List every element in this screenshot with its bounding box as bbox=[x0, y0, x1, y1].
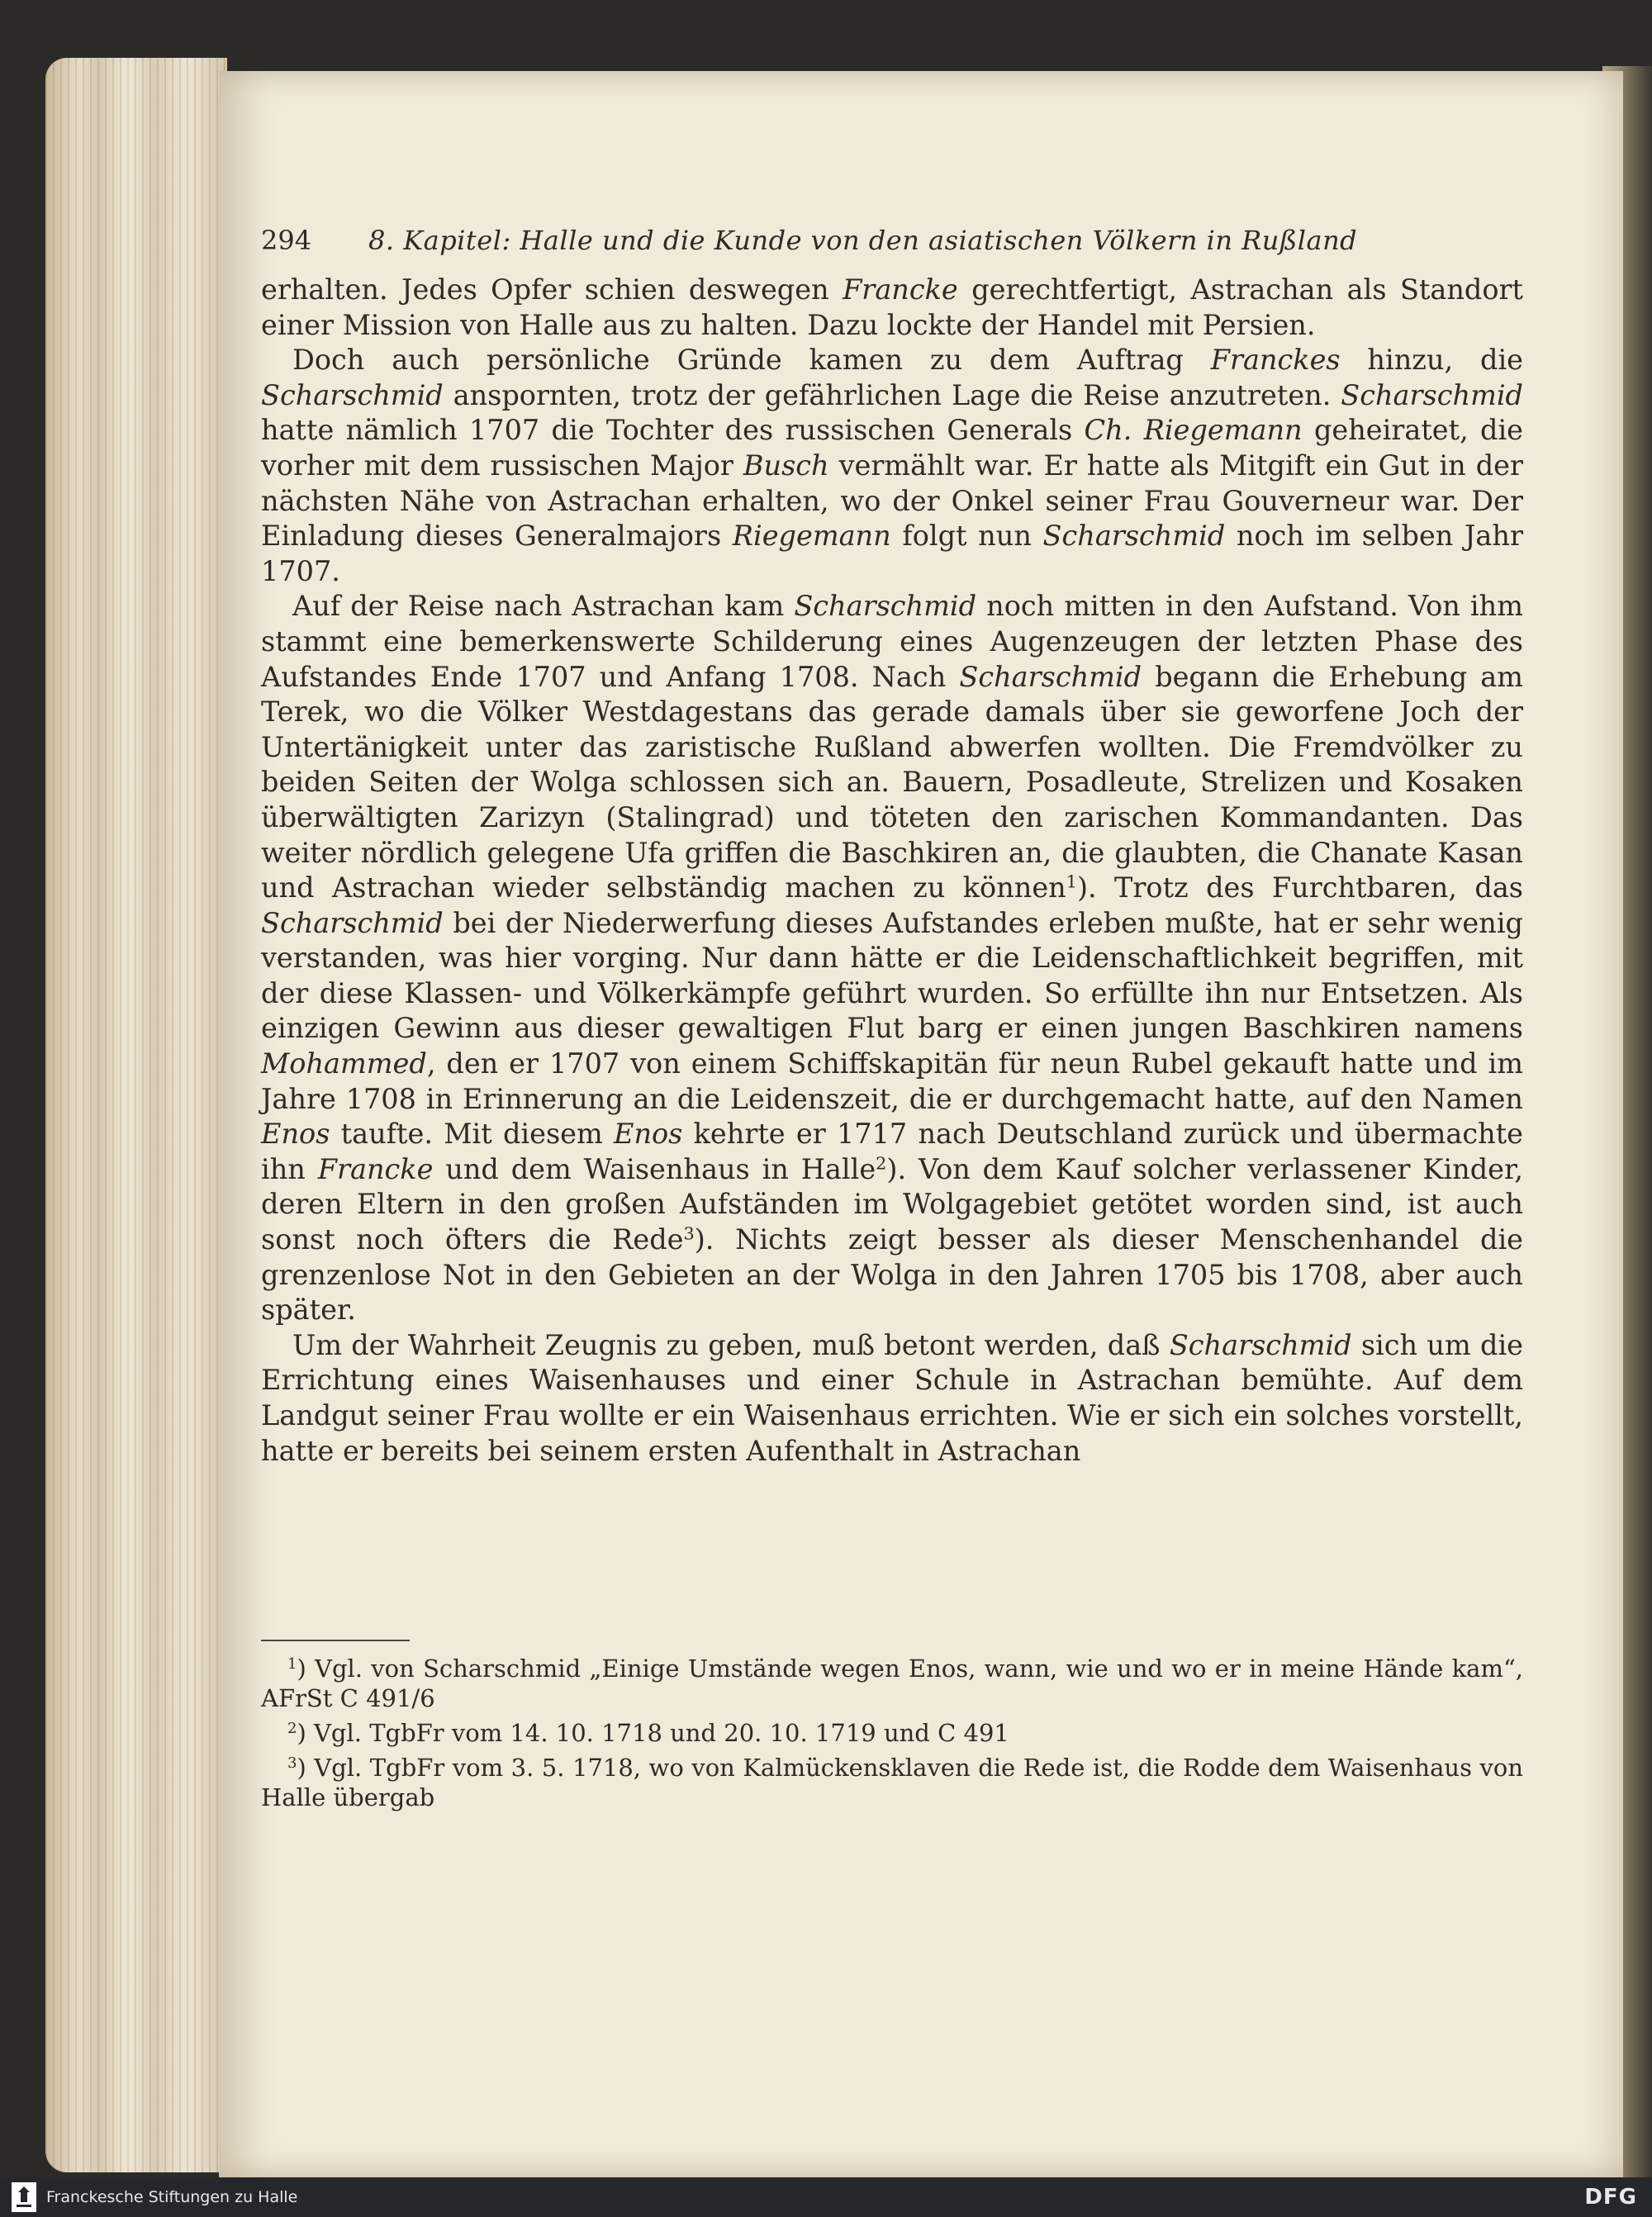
paragraph: Auf der Reise nach Astrachan kam Scharschmid noch mitten in den Aufstand. Von ihm stammt eine bemerkenswerte Schilderung eines Augenzeugen der letzten Phase des Aufstandes Ende 1707 und Anfang 1708. Nach Scharschmid begann die Erhebung am Terek, wo die Völker Westdagestans das gerade damals über sie geworfene Joch der Untertänigkeit unter das zaristische Rußland abwerfen wollten. Die Fremdvölker zu beiden Seiten der Wolga schlossen sich an. Bauern, Posadleute, Strelizen und Kosaken überwältigten Zarizyn (Stalingrad) und töteten den zarischen Kommandanten. Das weiter nördlich gelegene Ufa griffen die Baschkiren an, die glaubten, die Chanate Kasan und Astrachan wieder selbständig machen zu können$^1$). Trotz des Furchtbaren, das Scharschmid bei der Niederwerfung dieses Aufstandes erleben mußte, hat er sehr wenig verstanden, was hier vorging. Nur dann hätte er die Leidenschaftlichkeit begriffen, mit der diese Klassen- und Völkerkämpfe geführt wurden. So erfüllte ihn nur Entsetzen. Als einzigen Gewinn aus dieser gewaltigen Flut barg er einen jungen Baschkiren namens Mohammed, den er 1707 von einem Schiffskapitän für neun Rubel gekauft hatte und im Jahre 1708 in Erinnerung an die Leidenszeit, die er durchgemacht hatte, auf den Namen Enos taufte. Mit diesem Enos kehrte er 1717 nach Deutschland zurück und übermachte ihn Francke und dem Waisenhaus in Halle$^2$). Von dem Kauf solcher verlassener Kinder, deren Eltern in den großen Aufständen im Wolgagebiet getötet worden sind, ist auch sonst noch öfters die Rede$^3$). Nichts zeigt besser als dieser Menschenhandel die grenzenlose Not in den Gebieten an der Wolga in den Jahren 1705 bis 1708, aber auch später. bbox=[261, 590, 1523, 1327]
dfg-logo[interactable]: DFG bbox=[1584, 2185, 1637, 2210]
running-head bbox=[261, 225, 1523, 266]
footnote: $^2$) Vgl. TgbFr vom 14. 10. 1718 und 20. 10. 1719 und C 491 bbox=[287, 1719, 1009, 1747]
book-page-edges bbox=[45, 58, 227, 2172]
page-number: 294 bbox=[261, 225, 312, 256]
paragraph: Um der Wahrheit Zeugnis zu geben, muß betont werden, daß Scharschmid sich um die Errichtung eines Waisenhauses und einer Schule in Astrachan bemühte. Auf dem Landgut seiner Frau wollte er ein Waisenhaus errichten. Wie er sich ein solches vorstellt, hatte er bereits bei seinem ersten Aufenthalt in Astrachan bbox=[261, 1328, 1524, 1467]
chapter-title: 8. Kapitel: Halle und die Kunde von den asiatischen Völkern in Rußland bbox=[368, 225, 1358, 256]
footnote-separator bbox=[261, 1640, 410, 1641]
franckesche-stiftungen-logo-icon[interactable] bbox=[12, 2182, 36, 2212]
paragraph: Doch auch persönliche Gründe kamen zu dem Auftrag Franckes hinzu, die Scharschmid anspornten, trotz der gefährlichen Lage die Reise anzutreten. Scharschmid hatte nämlich 1707 die Tochter des russischen Generals Ch. Riegemann geheiratet, die vorher mit dem russischen Major Busch vermählt war. Er hatte als Mitgift ein Gut in der nächsten Nähe von Astrachan erhalten, wo der Onkel seiner Frau Gouverneur war. Der Einladung dieses Generalmajors Riegemann folgt nun Scharschmid noch im selben Jahr 1707. bbox=[261, 344, 1523, 587]
body-text bbox=[261, 273, 1523, 1469]
paragraph: erhalten. Jedes Opfer schien deswegen Francke gerechtfertigt, Astrachan als Standort einer Mission von Halle aus zu halten. Dazu lockte der Handel mit Persien. bbox=[261, 273, 1523, 341]
institution-label[interactable]: Franckesche Stiftungen zu Halle bbox=[46, 2188, 298, 2206]
footnote: $^3$) Vgl. TgbFr vom 3. 5. 1718, wo von Kalmückensklaven die Rede ist, die Rodde dem Waisenhaus von Halle übergab bbox=[261, 1754, 1523, 1811]
footnotes bbox=[261, 1654, 1523, 1817]
viewer-footer-bar bbox=[0, 2177, 1652, 2217]
footnote: $^1$) Vgl. von Scharschmid „Einige Umstände wegen Enos, wann, wie und wo er in meine Hände kam“, AFrSt C 491/6 bbox=[261, 1654, 1523, 1712]
